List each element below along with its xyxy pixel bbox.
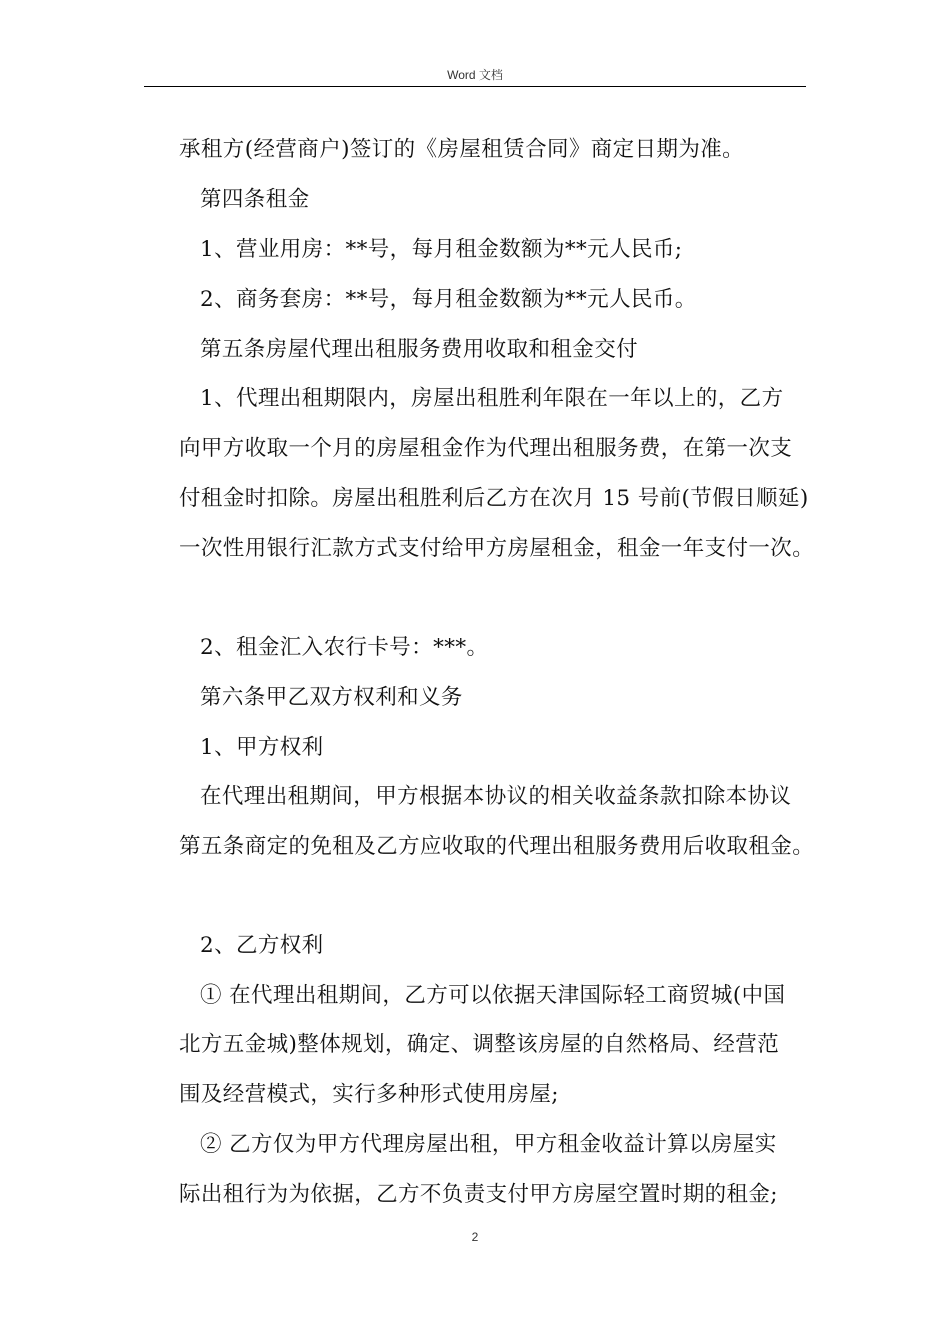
- paragraph-line: 1、代理出租期限内，房屋出租胜利年限在一年以上的，乙方: [200, 386, 784, 411]
- paragraph-line: 一次性用银行汇款方式支付给甲方房屋租金，租金一年支付一次。: [179, 536, 815, 561]
- paragraph-line: 1、营业用房：**号，每月租金数额为**元人民币;: [200, 237, 683, 262]
- subsection-heading: 2、乙方权利: [200, 933, 324, 958]
- paragraph-line: 2、商务套房：**号，每月租金数额为**元人民币。: [200, 287, 697, 312]
- section-heading: 第六条甲乙双方权利和义务: [200, 685, 463, 710]
- paragraph-line: 向甲方收取一个月的房屋租金作为代理出租服务费，在第一次支: [179, 436, 793, 461]
- paragraph-line: 第五条商定的免租及乙方应收取的代理出租服务费用后收取租金。: [179, 834, 815, 859]
- subsection-heading: 1、甲方权利: [200, 735, 324, 760]
- section-heading: 第四条租金: [200, 187, 310, 212]
- paragraph-line: 付租金时扣除。房屋出租胜利后乙方在次月 15 号前(节假日顺延): [179, 486, 809, 511]
- paragraph-line: 2、租金汇入农行卡号：***。: [200, 635, 489, 660]
- paragraph-line: 在代理出租期间，甲方根据本协议的相关收益条款扣除本协议: [200, 784, 792, 809]
- paragraph-line: 北方五金城)整体规划，确定、调整该房屋的自然格局、经营范: [179, 1032, 780, 1057]
- paragraph-line: ① 在代理出租期间，乙方可以依据天津国际轻工商贸城(中国: [200, 983, 786, 1008]
- paragraph-line: 际出租行为为依据，乙方不负责支付甲方房屋空置时期的租金;: [179, 1182, 778, 1207]
- paragraph-line: 承租方(经营商户)签订的《房屋租赁合同》商定日期为准。: [179, 137, 745, 162]
- paragraph-line: 围及经营模式，实行多种形式使用房屋;: [179, 1082, 559, 1107]
- paragraph-line: ② 乙方仅为甲方代理房屋出租，甲方租金收益计算以房屋实: [200, 1132, 777, 1157]
- section-heading: 第五条房屋代理出租服务费用收取和租金交付: [200, 337, 639, 362]
- page-number: 2: [471, 1230, 479, 1244]
- page-header: Word 文档: [447, 68, 503, 82]
